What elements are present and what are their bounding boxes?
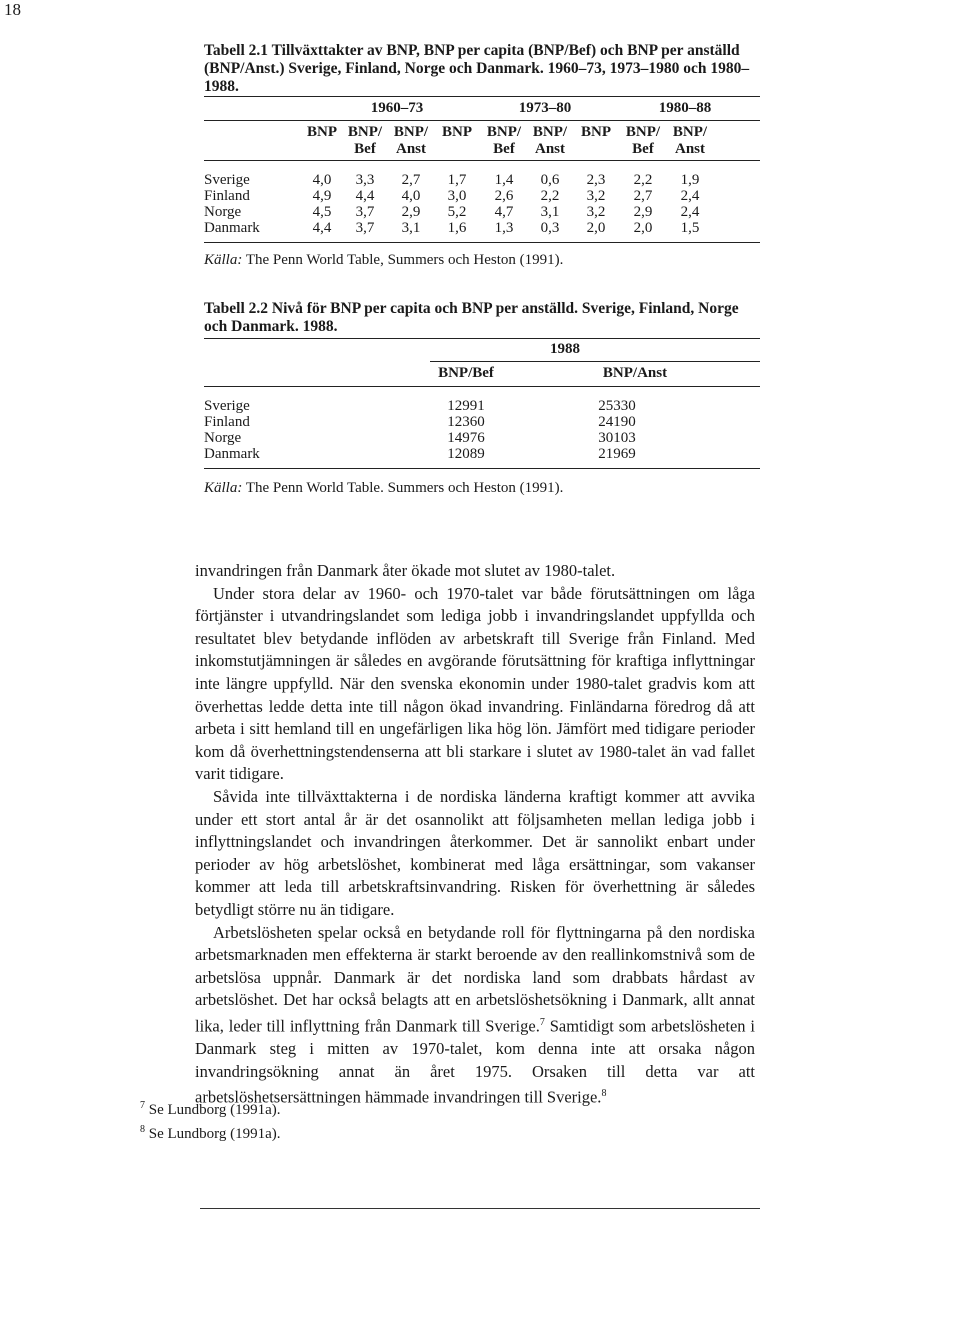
table1-colhead-sub: Anst <box>395 141 426 157</box>
table2-colhead-bnp-bef: BNP/Bef <box>438 365 494 381</box>
paragraph: Såvida inte tillväxttakterna i de nordiska länderna kraftigt kommer att avvika under ett stort antal år är det osannolikt att följsamheten mellan lediga jobb i inflyttningslandet och invandringen återkommer. Det är sannolikt enbart under perioder av hög arbetslöshet, kombinerat med låga ersättningar, som vakanser kommer att leda till arbetskraftsinvandring. Risken för överhettning är således betydligt större nu än tidigare. <box>195 786 755 919</box>
table2-year: 1988 <box>550 341 580 357</box>
row-label: Sverige <box>204 172 250 188</box>
table1-caption: Tabell 2.1 Tillväxttakter av BNP, BNP per capita (BNP/Bef) och BNP per anställd (BNP/Anst.) Sverige, Finland, Norge och Danmark. 1960–73, 1973–1980 och 1980–1988. <box>204 42 750 95</box>
table-cell: 12991 <box>447 398 485 414</box>
table1-colhead: BNP/ <box>672 124 708 140</box>
table-cell: 2,3 <box>586 172 606 188</box>
table1-colhead-sub: Bef <box>493 141 515 157</box>
table-cell: 2,4 <box>680 188 700 204</box>
table2-colhead-bnp-anst: BNP/Anst <box>602 365 668 381</box>
table-cell: 3,2 <box>586 204 606 220</box>
table-cell: 21969 <box>598 446 636 462</box>
table-cell: 1,5 <box>680 220 700 236</box>
table-cell: 12360 <box>447 414 485 430</box>
table1-top-rule <box>204 96 760 97</box>
source-label: Källa: <box>204 252 243 268</box>
table-cell: 2,4 <box>680 204 700 220</box>
table2-year-rule <box>430 361 760 362</box>
table-cell: 25330 <box>598 398 636 414</box>
table-cell: 2,0 <box>586 220 606 236</box>
table1-source <box>204 252 563 269</box>
source-text: The Penn World Table, Summers och Heston (1991). <box>242 252 564 268</box>
row-label: Norge <box>204 430 242 446</box>
table-cell: 1,6 <box>447 220 467 236</box>
table-cell: 2,9 <box>401 204 421 220</box>
page-number: 18 <box>4 0 21 19</box>
table1-bottom-rule <box>204 242 760 243</box>
table-cell: 3,7 <box>355 220 375 236</box>
table-cell: 14976 <box>447 430 485 446</box>
table1-period-2: 1973–80 <box>518 100 572 116</box>
table-cell: 2,6 <box>494 188 514 204</box>
table-cell: 1,7 <box>447 172 467 188</box>
row-label: Sverige <box>204 398 250 414</box>
paragraph <box>195 922 755 1110</box>
table-cell: 2,2 <box>540 188 560 204</box>
paragraph: Under stora delar av 1960- och 1970-talet var både förutsättningen om låga förtjänster i utvandringslandet som lediga jobb i invandringslandet uppfyllda och resultatet blev betydande inflöden av arbetskraft till Sverige från Finland. Med inkomstutjämningen är således en avgörande förutsättning för kraftiga inflyttningar inte längre uppfylld. När den svenska ekonomin under 1980-talet gradvis kom att överhettas ledde detta inte till någon ökad invandring. Finländarna föredrog då att arbeta i sitt hemland till en ungefärligen lika hög lön. Jämfört med tidigare perioder kom då överhettningstendenserna att bli starkare i slutet av 1980-talet än vad fallet varit tidigare. <box>195 583 755 784</box>
table1-colhead-sub: Anst <box>534 141 565 157</box>
table-cell: 1,3 <box>494 220 514 236</box>
table-cell: 0,6 <box>540 172 560 188</box>
row-label: Finland <box>204 414 250 430</box>
table-cell: 12089 <box>447 446 485 462</box>
table1-colhead: BNP/ <box>532 124 568 140</box>
row-label: Finland <box>204 188 250 204</box>
table1-period-rule <box>204 120 760 121</box>
row-label: Danmark <box>204 220 260 236</box>
table-cell: 4,4 <box>312 220 332 236</box>
table-cell: 0,3 <box>540 220 560 236</box>
footnote-mark: 7 <box>140 1100 145 1111</box>
table-cell: 3,3 <box>355 172 375 188</box>
source-label: Källa: <box>204 480 243 496</box>
table1-colhead: BNP/ <box>625 124 661 140</box>
table-cell: 3,1 <box>401 220 421 236</box>
table1-colhead: BNP/ <box>347 124 383 140</box>
table-cell: 4,4 <box>355 188 375 204</box>
table1-colhead-sub: Bef <box>354 141 376 157</box>
footnote-ref: 7 <box>539 1016 545 1028</box>
table1-header-rule <box>204 160 760 161</box>
table-cell: 2,2 <box>633 172 653 188</box>
table2-bottom-rule <box>204 468 760 469</box>
table1-colhead: BNP <box>581 124 611 140</box>
table-cell: 3,7 <box>355 204 375 220</box>
footnote <box>140 1096 281 1120</box>
body-text <box>195 560 755 1109</box>
table2-header-rule <box>204 386 760 387</box>
footnote <box>140 1120 281 1144</box>
table2-caption: Tabell 2.2 Nivå för BNP per capita och BNP per anställd. Sverige, Finland, Norge och Danmark. 1988. <box>204 300 739 335</box>
table1-colhead-sub: Bef <box>632 141 654 157</box>
table-cell: 3,2 <box>586 188 606 204</box>
footnote-mark: 8 <box>140 1124 145 1135</box>
page-bottom-rule <box>200 1208 760 1209</box>
table2-top-rule <box>204 338 760 339</box>
table1-colhead: BNP <box>307 124 337 140</box>
table1-colhead-sub: Anst <box>674 141 705 157</box>
paragraph: invandringen från Danmark åter ökade mot slutet av 1980-talet. <box>195 561 616 580</box>
table-cell: 30103 <box>598 430 636 446</box>
table-cell: 2,9 <box>633 204 653 220</box>
footnote-text: Se Lundborg (1991a). <box>145 1102 281 1118</box>
paragraph-part: Samtidigt som arbetslösheten i Danmark steg i mitten av 1970-talet, kom denna inte att orsaka någon invandringsökning annat än året 1975. Orsaken till detta var att arbetslöshetsersättningen hämmade invandringen till Sverige. <box>195 1016 755 1107</box>
table1-colhead: BNP/ <box>393 124 429 140</box>
table-cell: 1,9 <box>680 172 700 188</box>
table2-source <box>204 480 563 497</box>
table-cell: 3,0 <box>447 188 467 204</box>
table1-colhead: BNP/ <box>486 124 522 140</box>
table1-period-3: 1980–88 <box>658 100 712 116</box>
table-cell: 2,7 <box>633 188 653 204</box>
table-cell: 4,5 <box>312 204 332 220</box>
table-cell: 4,0 <box>312 172 332 188</box>
source-text: The Penn World Table. Summers och Heston (1991). <box>242 480 564 496</box>
table1-colhead: BNP <box>442 124 472 140</box>
table-cell: 4,9 <box>312 188 332 204</box>
row-label: Norge <box>204 204 242 220</box>
footnotes <box>140 1096 281 1144</box>
table-cell: 5,2 <box>447 204 467 220</box>
row-label: Danmark <box>204 446 260 462</box>
footnote-ref: 8 <box>601 1088 607 1100</box>
table-cell: 3,1 <box>540 204 560 220</box>
paragraph-part: Arbetslösheten spelar också en betydande roll för flyttningarna på den nordiska arbetsmarknaden men effekterna är starkt beroende av den reallinkomstnivå som de arbetslösa uppnår. Danmark är det nordiska land som drabbats hårdast av arbetslöshet. Det har också belagts att en arbetslöshetsökning i Danmark, allt annat lika, leder till inflyttning från Danmark till Sverige. <box>195 922 755 1036</box>
table-cell: 1,4 <box>494 172 514 188</box>
footnote-text: Se Lundborg (1991a). <box>145 1126 281 1142</box>
table-cell: 4,0 <box>401 188 421 204</box>
table-cell: 24190 <box>598 414 636 430</box>
table-cell: 2,0 <box>633 220 653 236</box>
table-cell: 2,7 <box>401 172 421 188</box>
table-cell: 4,7 <box>494 204 514 220</box>
table1-period-1: 1960–73 <box>370 100 424 116</box>
